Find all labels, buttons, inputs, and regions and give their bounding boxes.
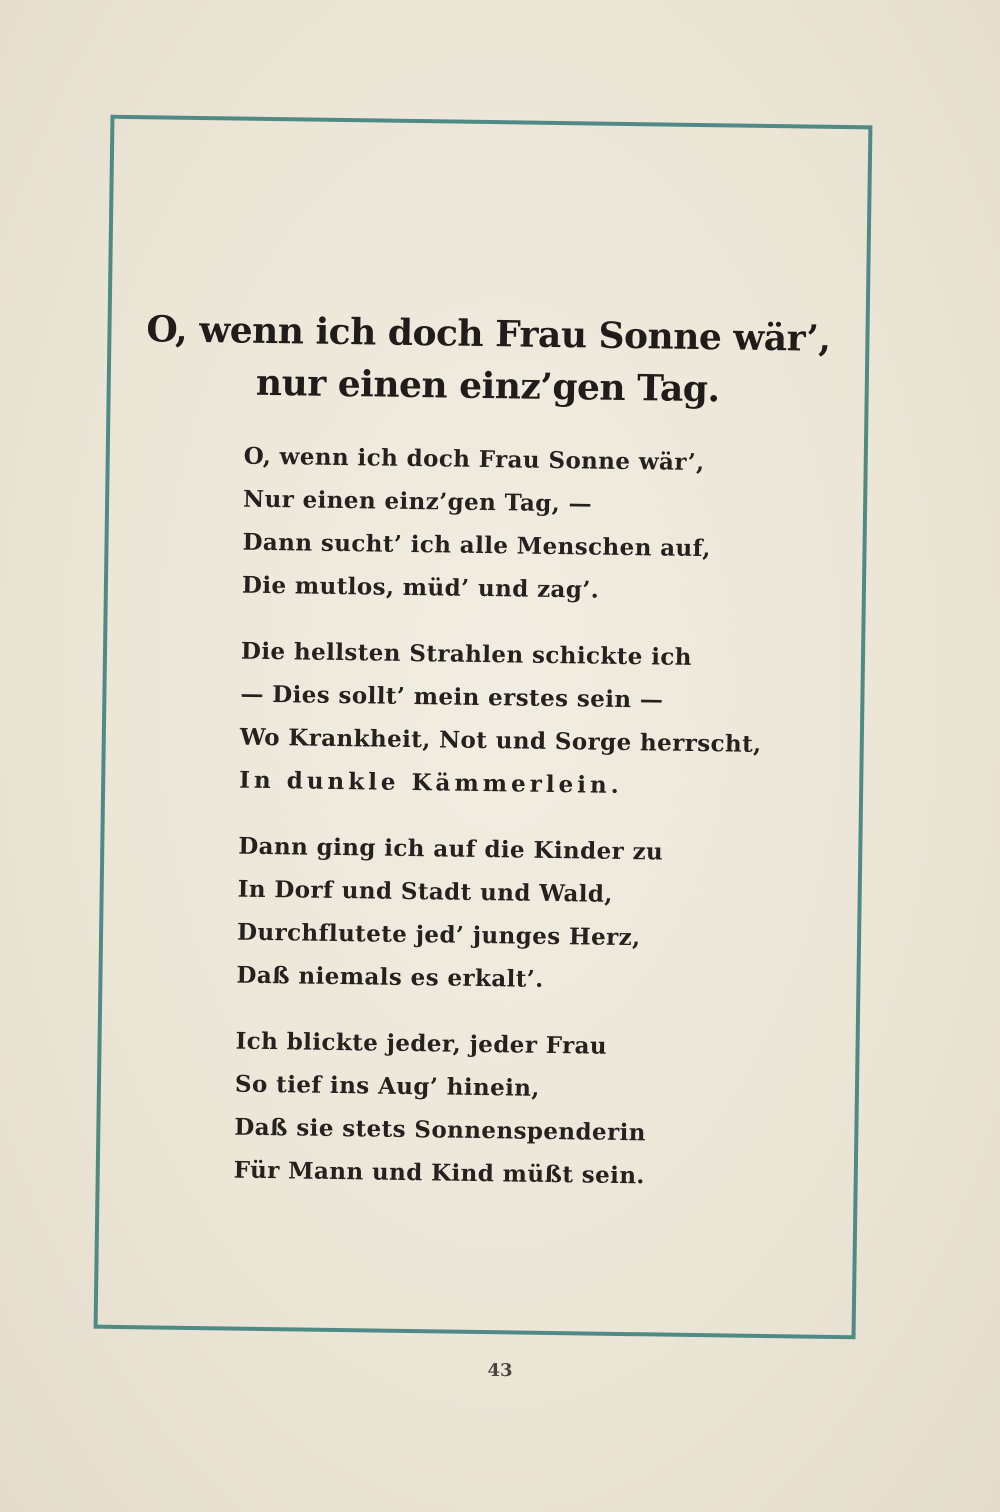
verse-line: — Dies sollt’ mein erstes sein —: [240, 680, 664, 714]
poem-title: [106, 303, 869, 418]
verse-line: Dann sucht’ ich alle Menschen auf,: [242, 528, 712, 563]
verse-line: So tief ins Aug’ hinein,: [234, 1070, 540, 1102]
verse-line: Ich blickte jeder, jeder Frau: [235, 1027, 608, 1060]
poem-title-line-2: nur einen einz’gen Tag.: [255, 361, 720, 411]
verse-line: Wo Krankheit, Not und Sorge herrscht,: [239, 723, 762, 758]
verse-line: Die hellsten Strahlen schickte ich: [240, 637, 693, 671]
verse-line: Für Mann und Kind müßt sein.: [233, 1156, 646, 1190]
verse-line: Daß sie stets Sonnenspenderin: [234, 1113, 647, 1147]
stanza-2: [239, 630, 821, 810]
verse-line: In dunkle Kämmerlein.: [239, 766, 623, 799]
stanza-4: [233, 1020, 815, 1200]
verse-line: Die mutlos, müd’ und zag’.: [241, 571, 600, 604]
verse-line: Durchflutete jed’ junges Herz,: [236, 918, 641, 952]
poem-page: [94, 115, 873, 1340]
verse-line: Nur einen einz’gen Tag, —: [242, 485, 593, 518]
verse-line: Dann ging ich auf die Kinder zu: [238, 832, 664, 866]
poem-title-line-1: O, wenn ich doch Frau Sonne wär’,: [146, 308, 831, 360]
stanza-3: [236, 825, 818, 1005]
verse-line: Daß niemals es erkalt’.: [236, 961, 544, 993]
verse-line: O, wenn ich doch Frau Sonne wär’,: [243, 442, 705, 477]
stanza-1: [242, 435, 824, 615]
verse-line: In Dorf und Stadt und Wald,: [237, 875, 613, 908]
page-number: 43: [487, 1360, 513, 1381]
